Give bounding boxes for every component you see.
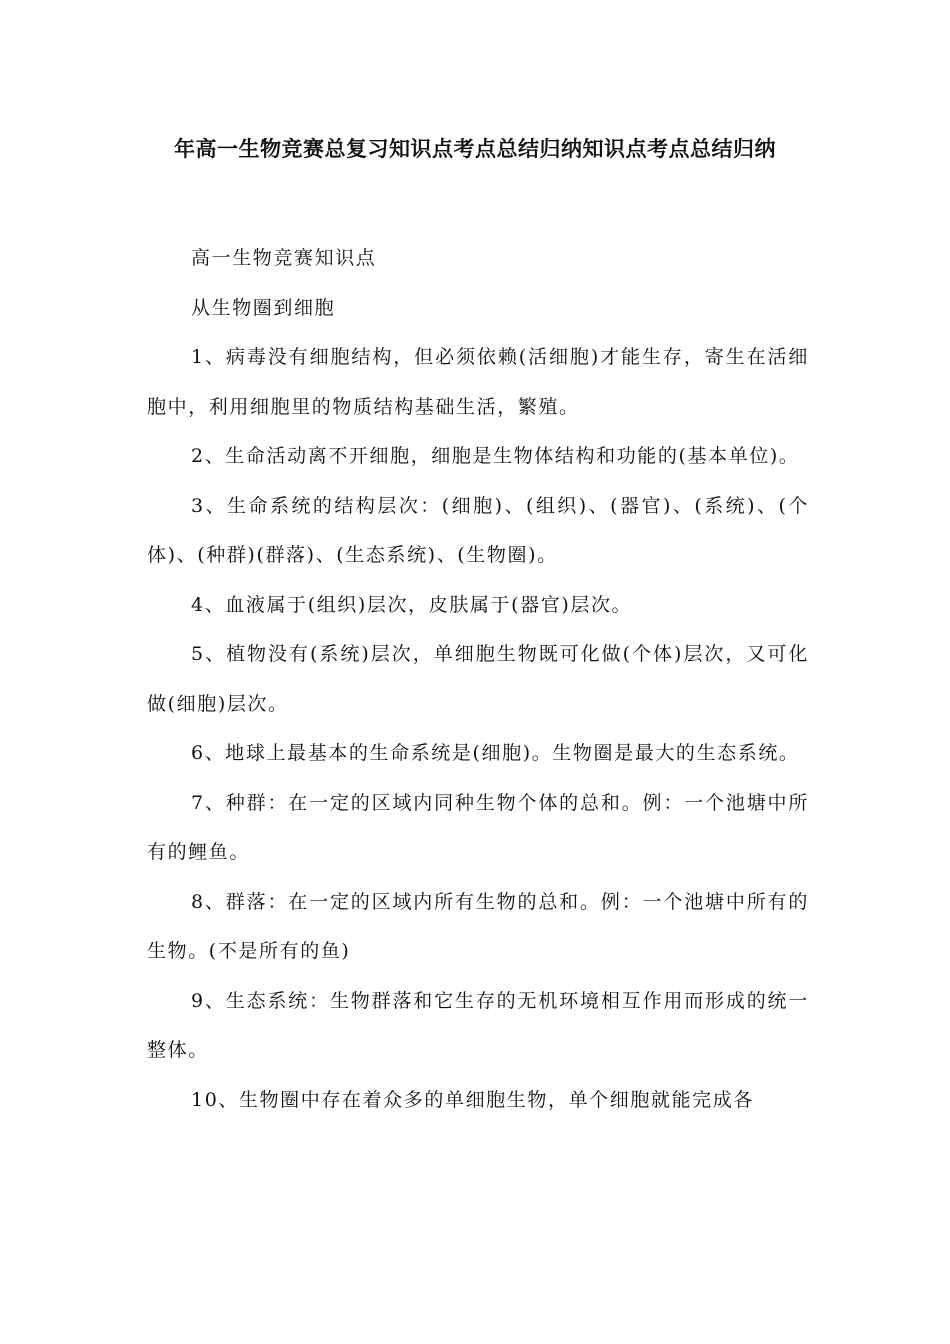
paragraph-subheading: 从生物圈到细胞 [191,296,336,319]
paragraph-9: 9、生态系统：生物群落和它生存的无机环境相互作用而形成的统一整体。 [147,989,809,1061]
paragraph-10: 10、生物圈中存在着众多的单细胞生物，单个细胞就能完成各 [191,1088,754,1111]
document-body [147,234,809,1125]
document-title: 年高一生物竞赛总复习知识点考点总结归纳知识点考点总结归纳 [174,137,776,161]
paragraph-5: 5、植物没有(系统)层次，单细胞生物既可化做(个体)层次，又可化做(细胞)层次。 [147,643,809,715]
paragraph-8: 8、群落：在一定的区域内所有生物的总和。例：一个池塘中所有的生物。(不是所有的鱼) [147,890,809,962]
paragraph-6: 6、地球上最基本的生命系统是(细胞)。生物圈是最大的生态系统。 [191,742,800,764]
paragraph-1: 1、病毒没有细胞结构，但必须依赖(活细胞)才能生存，寄生在活细胞中，利用细胞里的物质结构基础生活，繁殖。 [147,346,809,418]
paragraph-heading: 高一生物竞赛知识点 [191,247,377,269]
paragraph-4: 4、血液属于(组织)层次，皮肤属于(器官)层次。 [191,593,633,616]
paragraph-3: 3、生命系统的结构层次：(细胞)、(组织)、(器官)、(系统)、(个体)、(种群)(群落)、(生态系统)、(生物圈)。 [147,494,809,566]
paragraph-2: 2、生命活动离不开细胞，细胞是生物体结构和功能的(基本单位)。 [191,445,800,467]
paragraph-7: 7、种群：在一定的区域内同种生物个体的总和。例：一个池塘中所有的鲤鱼。 [147,791,809,863]
